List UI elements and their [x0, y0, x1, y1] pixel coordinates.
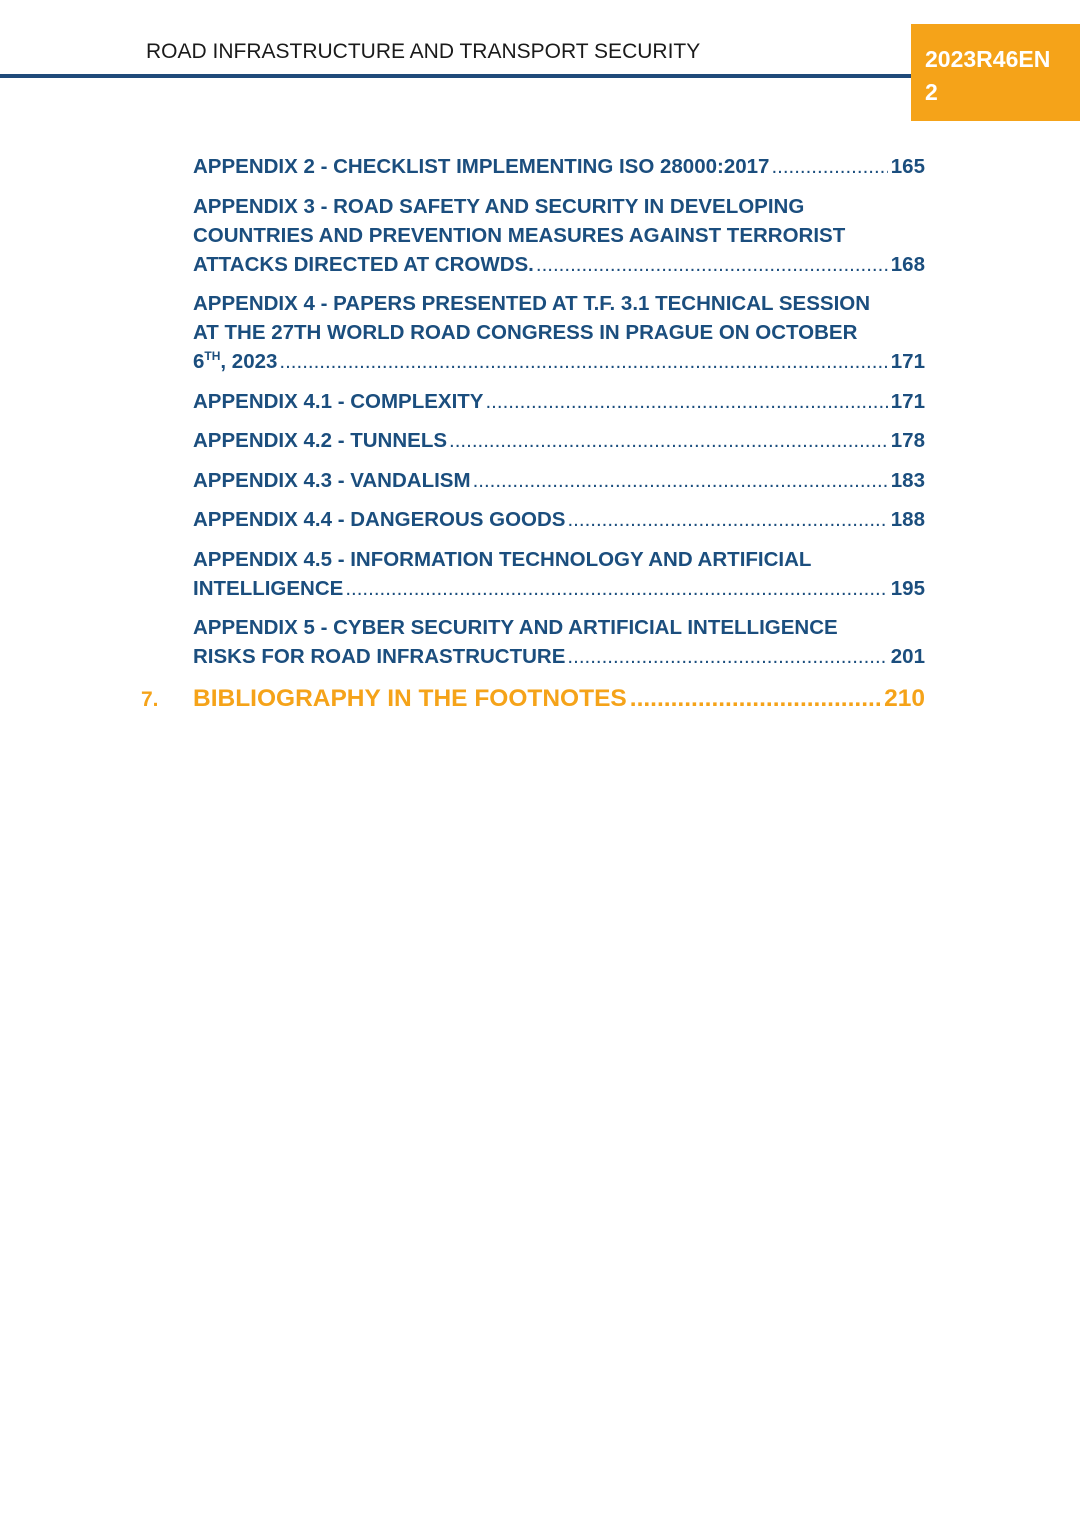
toc-entry-title[interactable]: APPENDIX 4.2 - TUNNELS	[193, 429, 448, 452]
toc-entry-title[interactable]: APPENDIX 4.3 - VANDALISM	[193, 468, 471, 492]
toc-entry-title[interactable]: APPENDIX 2 - CHECKLIST IMPLEMENTING ISO 28000:2017	[193, 155, 770, 178]
toc-entry-title-line[interactable]: COUNTRIES AND PREVENTION MEASURES AGAINST TERRORIST	[193, 223, 846, 247]
page-number: 2	[925, 79, 938, 105]
toc-entry-title-line[interactable]: APPENDIX 3 - ROAD SAFETY AND SECURITY IN DEVELOPING	[193, 194, 805, 218]
ordinal-suffix: TH	[204, 349, 221, 363]
toc-entry-title-line[interactable]	[193, 347, 277, 376]
table-of-contents	[193, 152, 925, 682]
toc-entry-appendix-2[interactable]	[193, 152, 925, 181]
toc-leader-dots	[279, 347, 887, 376]
toc-entry-appendix-4-5[interactable]	[193, 545, 925, 603]
toc-leader-dots	[567, 505, 887, 534]
chapter-page: 210	[884, 685, 925, 712]
toc-entry-page: 201	[890, 645, 925, 668]
toc-entry-title-line[interactable]: RISKS FOR ROAD INFRASTRUCTURE	[193, 645, 566, 668]
toc-entry-appendix-4-4[interactable]	[193, 505, 925, 534]
toc-leader-dots	[536, 250, 888, 279]
toc-entry-title[interactable]: APPENDIX 4.1 - COMPLEXITY	[193, 389, 484, 413]
toc-entry-page: 165	[890, 155, 925, 178]
toc-leader-dots	[630, 683, 880, 715]
toc-leader-dots	[485, 387, 887, 416]
toc-entry-appendix-4-3[interactable]	[193, 466, 925, 495]
toc-entry-page: 171	[890, 350, 925, 373]
toc-entry-title-line[interactable]: APPENDIX 4 - PAPERS PRESENTED AT T.F. 3.1 TECHNICAL SESSION	[193, 292, 871, 315]
toc-leader-dots	[449, 426, 888, 455]
toc-entry-title-line[interactable]: INTELLIGENCE	[193, 576, 344, 600]
toc-chapter-bibliography[interactable]	[141, 683, 925, 716]
toc-leader-dots	[345, 574, 887, 603]
toc-entry-page: 178	[890, 429, 925, 452]
ordinal-number: 6	[193, 350, 205, 373]
chapter-number: 7.	[141, 688, 159, 711]
toc-entry-appendix-5[interactable]	[193, 613, 925, 671]
toc-entry-appendix-4-2[interactable]	[193, 426, 925, 455]
toc-entry-appendix-4-1[interactable]	[193, 387, 925, 416]
toc-entry-title-line[interactable]: ATTACKS DIRECTED AT CROWDS.	[193, 252, 534, 276]
document-code-badge	[911, 24, 1080, 121]
toc-entry-page: 188	[890, 508, 925, 531]
toc-leader-dots	[567, 642, 887, 671]
toc-entry-appendix-3[interactable]	[193, 192, 925, 279]
running-header-title: ROAD INFRASTRUCTURE AND TRANSPORT SECURITY	[146, 40, 701, 63]
chapter-title[interactable]: BIBLIOGRAPHY IN THE FOOTNOTES	[193, 685, 627, 712]
year-text: , 2023	[220, 350, 278, 373]
toc-leader-dots	[771, 152, 887, 181]
toc-entry-title-line[interactable]: AT THE 27TH WORLD ROAD CONGRESS IN PRAGUE ON OCTOBER	[193, 321, 858, 344]
toc-leader-dots	[473, 466, 888, 495]
toc-entry-appendix-4[interactable]	[193, 289, 925, 376]
toc-entry-page: 195	[890, 576, 925, 600]
toc-entry-page: 183	[890, 468, 925, 492]
document-code: 2023R46EN	[925, 46, 1051, 72]
toc-entry-title-line[interactable]: APPENDIX 5 - CYBER SECURITY AND ARTIFICIAL INTELLIGENCE	[193, 616, 838, 639]
toc-entry-page: 171	[890, 389, 925, 413]
toc-entry-title-line[interactable]: APPENDIX 4.5 - INFORMATION TECHNOLOGY AND ARTIFICIAL	[193, 547, 812, 571]
toc-entry-page: 168	[890, 252, 925, 276]
toc-entry-title[interactable]: APPENDIX 4.4 - DANGEROUS GOODS	[193, 508, 566, 531]
